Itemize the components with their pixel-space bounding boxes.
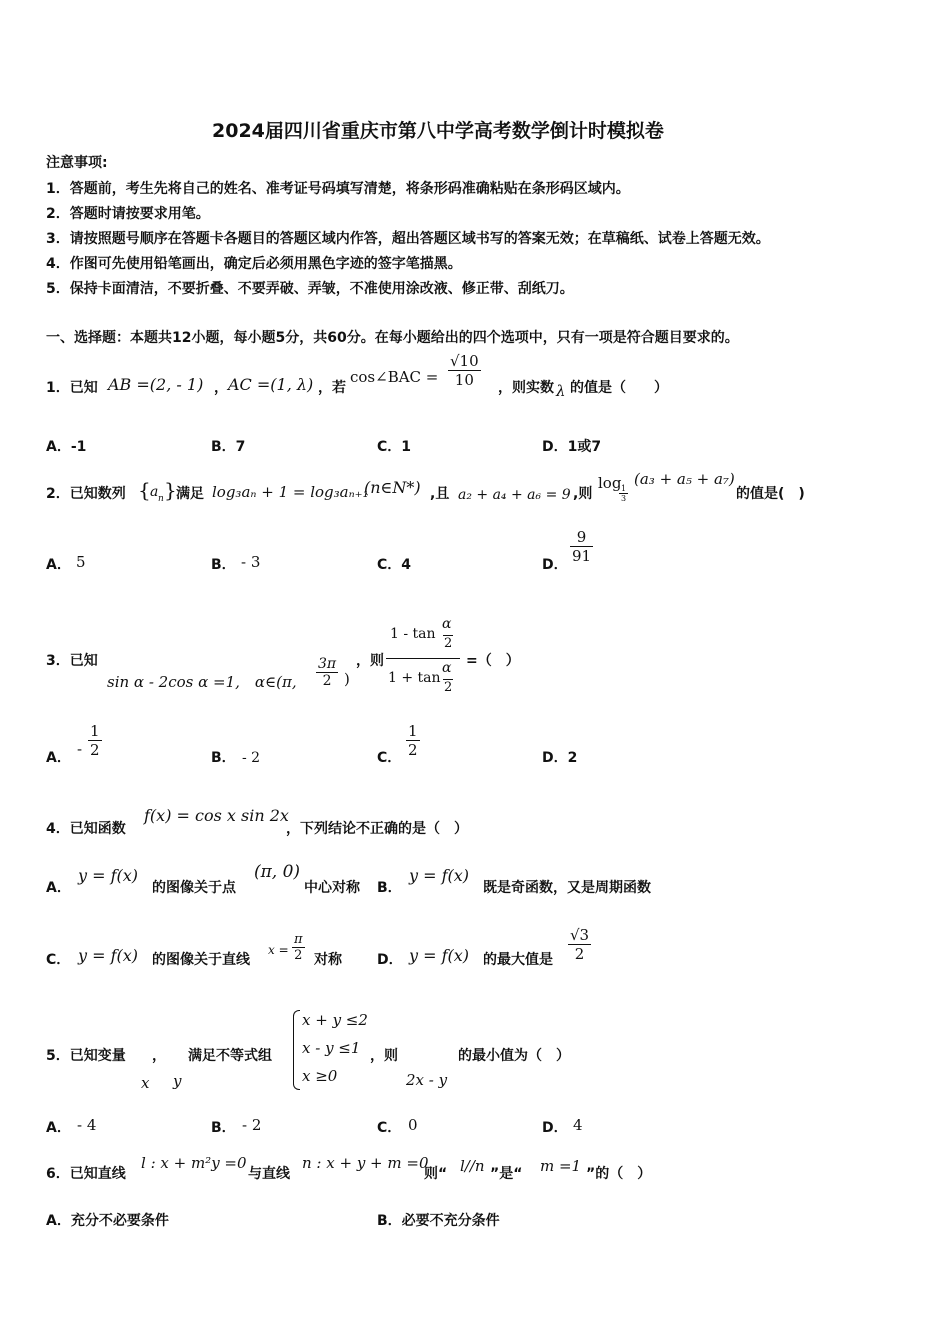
q2-brace-right: }	[164, 478, 177, 502]
notice-item: 1．答题前，考生先将自己的姓名、准考证号码填写清楚，将条形码准确粘贴在条形码区域内。	[46, 181, 630, 197]
q3-option-a-label: A．	[46, 750, 71, 766]
q4-option-c-fx: y = f(x)	[78, 946, 139, 965]
q3-text: ，则	[356, 653, 384, 669]
q1-option-c: C．1	[377, 439, 412, 455]
q3-option-a-sign: -	[77, 740, 83, 758]
q4-option-c: 对称	[314, 952, 342, 968]
q3-fraction-bar	[386, 658, 460, 659]
q5-system-brace	[293, 1010, 300, 1090]
q1-text: 1．已知	[46, 380, 98, 396]
q3-text: 3．已知	[46, 653, 98, 669]
q1-option-a: A．-1	[46, 439, 87, 455]
q2-option-b: - 3	[241, 553, 261, 571]
q6-m-value: m =1	[540, 1157, 582, 1175]
q4-option-b: 既是奇函数，又是周期函数	[483, 880, 651, 896]
q4-option-a-label: A．	[46, 880, 71, 896]
q2-text: 2．已知数列	[46, 486, 126, 502]
q2-text: ,则	[573, 486, 593, 502]
q1-fraction: $\frac{√10}{10}$	[450, 352, 479, 389]
q4-option-b-label: B．	[377, 880, 402, 896]
q1-text: ，	[214, 380, 228, 396]
q1-vector-ab: AB =(2, - 1)	[108, 375, 204, 394]
q1-vector-ac: AC =(1, λ)	[228, 375, 314, 394]
q5-option-c-label: C．	[377, 1120, 402, 1136]
q6-text: 与直线	[248, 1166, 290, 1182]
q6-parallel: l//n	[460, 1157, 485, 1175]
notice-item: 3．请按照题号顺序在答题卡各题目的答题区域内作答，超出答题区域书写的答案无效；在草稿纸、试卷上答题无效。	[46, 231, 770, 247]
q5-ineq-2: x - y ≤1	[302, 1039, 361, 1057]
q6-line-l: l : x + m²y =0	[141, 1154, 247, 1172]
q5-option-b: - 2	[242, 1116, 262, 1134]
q2-seq-a: a	[150, 484, 159, 500]
q5-var-y: y	[173, 1072, 182, 1090]
q6-text: 则“	[424, 1166, 448, 1182]
q2-option-a-label: A．	[46, 557, 71, 573]
q4-option-d: 的最大值是	[483, 952, 553, 968]
q3-option-b-label: B．	[211, 750, 236, 766]
q2-option-d: $\frac{9}{91}$	[572, 528, 592, 565]
q5-ineq-3: x ≥0	[302, 1067, 338, 1085]
notice-item: 4．作图可先使用铅笔画出，确定后必须用黑色字迹的签字笔描黑。	[46, 256, 462, 272]
q4-option-b-fx: y = f(x)	[409, 866, 470, 885]
q1-text: ，若	[318, 380, 346, 396]
q4-text: 4．已知函数	[46, 821, 126, 837]
q5-option-d-label: D．	[542, 1120, 568, 1136]
q3-option-c: $\frac{1}{2}$	[408, 722, 418, 759]
q2-text: ,且	[430, 486, 450, 502]
q2-text: 满足	[176, 486, 204, 502]
notice-heading: 注意事项:	[46, 155, 108, 171]
q1-cos-angle: cos∠BAC =	[350, 368, 439, 386]
q4-function: f(x) = cos x sin 2x	[144, 806, 289, 825]
q2-option-a: 5	[76, 553, 86, 571]
q2-text: 的值是( )	[736, 486, 805, 502]
q5-option-b-label: B．	[211, 1120, 236, 1136]
q4-option-d-frac: $\frac{√3}{2}$	[570, 926, 590, 963]
q2-log-arg: (a₃ + a₅ + a₇)	[634, 470, 735, 488]
q3-range-frac: $\frac{3\pi}{2}$	[318, 656, 337, 689]
q2-condition: log₃aₙ + 1 = log₃aₙ₊₁	[212, 483, 369, 501]
q5-option-d: 4	[573, 1116, 583, 1134]
q6-option-a: A．充分不必要条件	[46, 1213, 169, 1229]
q4-text: ，下列结论不正确的是（ ）	[286, 821, 468, 837]
q2-option-b-label: B．	[211, 557, 236, 573]
q5-text: 满足不等式组	[188, 1048, 272, 1064]
q6-text: ”是“	[490, 1166, 523, 1182]
q1-text: 的值是（ ）	[570, 380, 668, 396]
q3-option-b: - 2	[242, 750, 261, 766]
q4-option-c-label: C．	[46, 952, 71, 968]
q2-domain: (n∈N*)	[364, 478, 421, 497]
q4-option-c: 的图像关于直线	[152, 952, 250, 968]
q6-line-n: n : x + y + m =0	[302, 1154, 429, 1172]
q3-option-a: $\frac{1}{2}$	[90, 722, 100, 759]
q3-paren: )	[344, 670, 350, 688]
q2-log-base: $\frac{1}{3}$	[621, 484, 627, 503]
q4-option-d-label: D．	[377, 952, 403, 968]
q2-sum: a₂ + a₄ + a₆ = 9	[458, 487, 571, 503]
q2-seq-n: n	[158, 494, 164, 504]
page-title: 2024届四川省重庆市第八中学高考数学倒计时模拟卷	[212, 120, 664, 142]
q6-text: ”的（ ）	[586, 1166, 652, 1182]
q6-text: 6．已知直线	[46, 1166, 126, 1182]
q4-option-a-point: (π, 0)	[254, 862, 301, 882]
notice-item: 2．答题时请按要求用笔。	[46, 206, 210, 222]
q1-option-d: D．1或7	[542, 439, 602, 455]
q2-log: log	[598, 474, 622, 492]
q5-text: 的最小值为（ ）	[458, 1048, 570, 1064]
q4-option-a: 中心对称	[304, 880, 360, 896]
q2-brace-left: {	[138, 478, 151, 502]
notice-item: 5．保持卡面清洁，不要折叠、不要弄破、弄皱，不准使用涂改液、修正带、刮纸刀。	[46, 281, 574, 297]
q4-option-c-x: x =	[268, 943, 289, 957]
q4-option-d-fx: y = f(x)	[409, 946, 470, 965]
q5-ineq-1: x + y ≤2	[302, 1011, 368, 1029]
section-heading: 一、选择题：本题共12小题，每小题5分，共60分。在每小题给出的四个选项中，只有一项是符合题目要求的。	[46, 330, 739, 346]
q3-condition: sin α - 2cos α =1, α∈(π,	[107, 673, 297, 691]
q1-lambda: λ	[556, 382, 566, 400]
q4-option-c-frac: $\frac{\pi}{2}$	[294, 932, 303, 963]
q5-option-a: - 4	[77, 1116, 97, 1134]
q1-text: ，则实数	[498, 380, 554, 396]
q4-option-a: 的图像关于点	[152, 880, 236, 896]
q5-text: ，则	[370, 1048, 398, 1064]
q6-option-b: B．必要不充分条件	[377, 1213, 500, 1229]
q2-option-c: C．4	[377, 557, 412, 573]
q3-option-d: D．2	[542, 750, 578, 766]
q5-text: ，	[152, 1048, 166, 1064]
q4-option-a-fx: y = f(x)	[78, 866, 139, 885]
q5-text: 5．已知变量	[46, 1048, 126, 1064]
q5-option-c: 0	[408, 1116, 418, 1134]
q1-option-b: B．7	[211, 439, 246, 455]
q2-option-d-label: D．	[542, 557, 568, 573]
q5-var-x: x	[141, 1074, 150, 1092]
q3-option-c-label: C．	[377, 750, 402, 766]
q5-option-a-label: A．	[46, 1120, 71, 1136]
q5-expression: 2x - y	[406, 1071, 448, 1089]
q3-text: =（ ）	[466, 653, 520, 669]
